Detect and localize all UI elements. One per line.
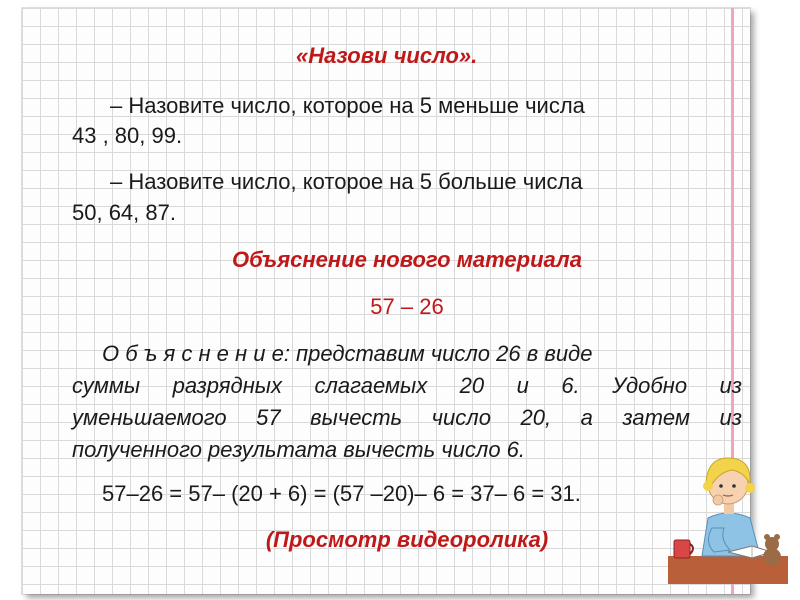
explanation-line3: уменьшаемого 57 вычесть число 20, а затем из xyxy=(72,405,742,430)
section-title: Объяснение нового материала xyxy=(232,247,582,272)
explanation-line1: О б ъ я с н е н и е: представим число 26 в виде xyxy=(102,341,593,366)
task1-line2: 43 , 80, 99. xyxy=(72,123,183,148)
video-note: (Просмотр видеоролика) xyxy=(265,527,549,552)
thinking-girl-illustration xyxy=(668,444,788,584)
explanation-line2: суммы разрядных слагаемых 20 и 6. Удобно из xyxy=(72,373,742,398)
task1-line1: – Назовите число, которое на 5 меньше числа xyxy=(110,93,585,118)
solution: 57–26 = 57– (20 + 6) = (57 –20)– 6 = 37– 6 = 31. xyxy=(102,481,581,506)
example: 57 – 26 xyxy=(370,294,444,319)
explanation-line4: полученного результата вычесть число 6. xyxy=(72,437,526,462)
notebook-sheet xyxy=(22,8,750,594)
task2-line2: 50, 64, 87. xyxy=(72,200,176,225)
task2-line1: – Назовите число, которое на 5 больше числа xyxy=(110,169,583,194)
heading: «Назови число». xyxy=(296,43,478,68)
